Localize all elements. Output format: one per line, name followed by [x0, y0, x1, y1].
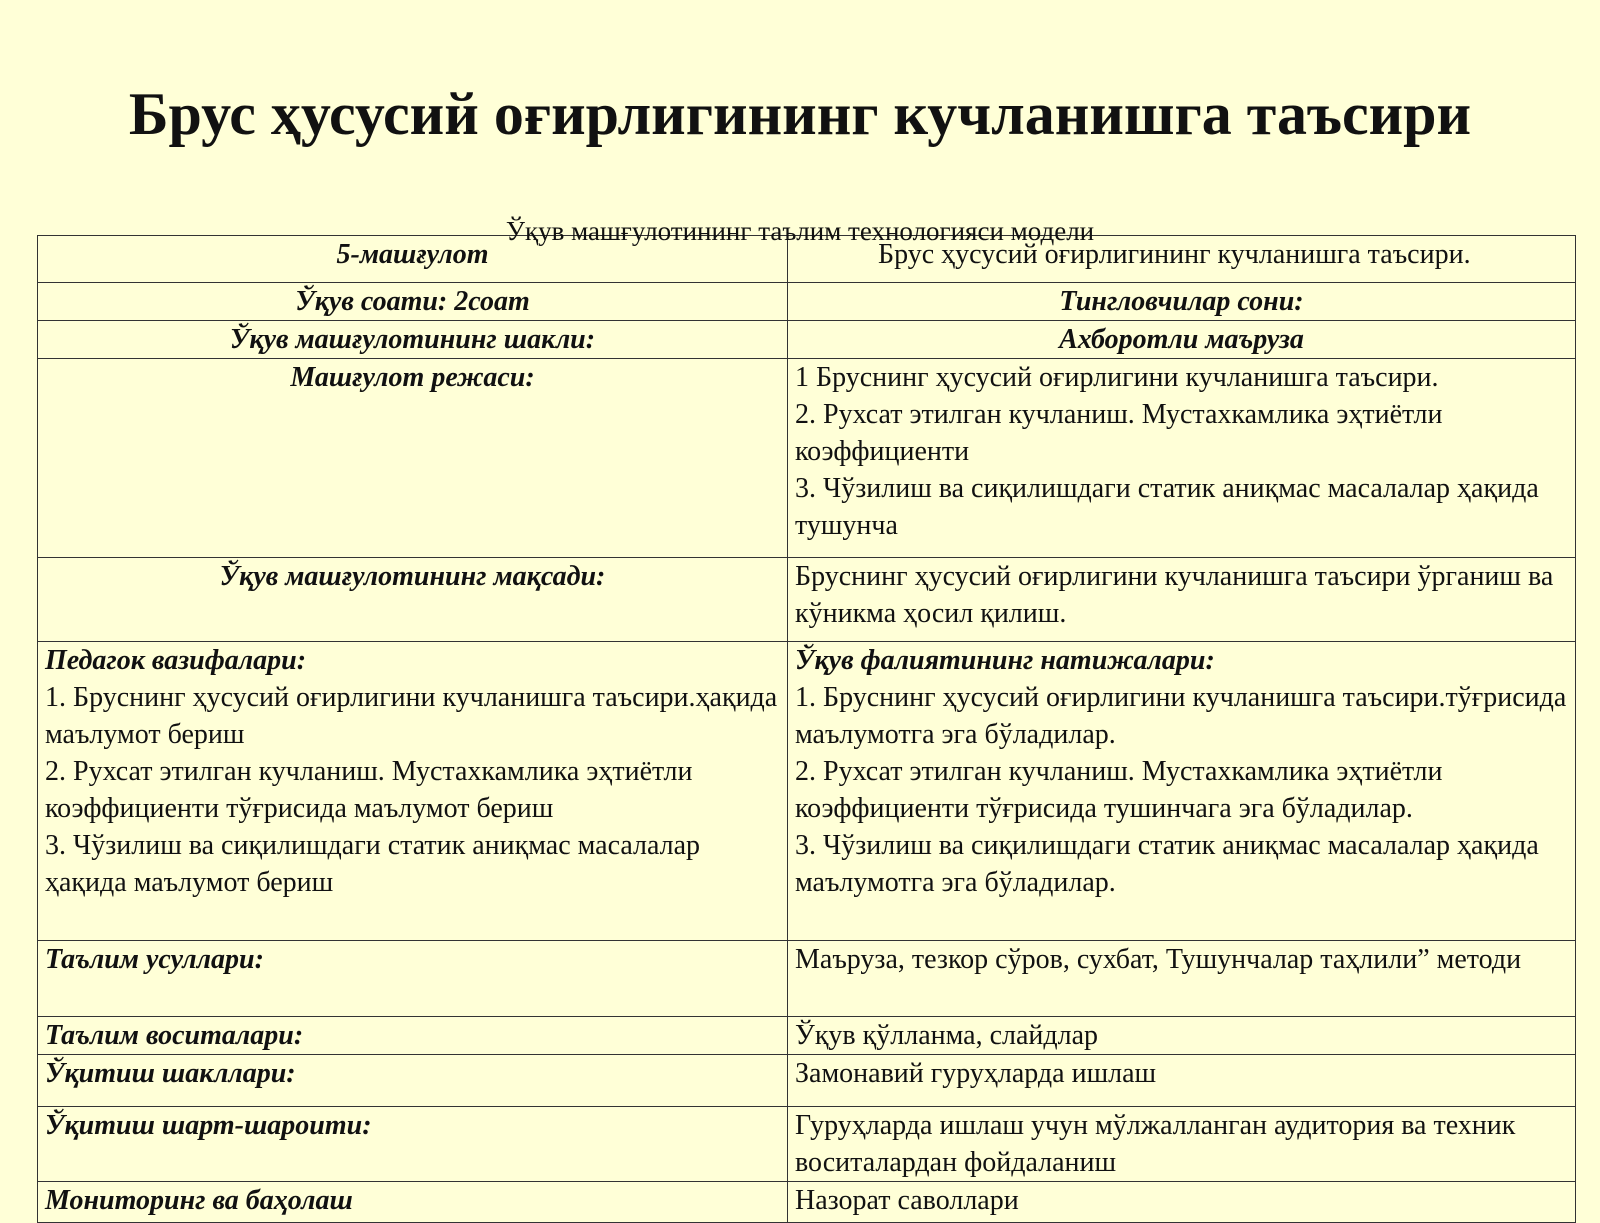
lesson-plan-label: Машғулот режаси:: [38, 359, 788, 558]
monitoring-value: Назорат саволлари: [788, 1182, 1576, 1223]
list-item: 2. Рухсат этилган кучланиш. Мустахкамлика эҳтиётли коэффициенти: [795, 399, 1443, 467]
table-row: [38, 359, 1576, 558]
table-row: [38, 1107, 1576, 1182]
table-row: [38, 642, 1576, 941]
listeners-count-cell: Тингловчилар сони:: [788, 283, 1576, 321]
list-item: 3. Чўзилиш ва сиқилишдаги статик аниқмас масалалар ҳақида тушунча: [795, 473, 1539, 541]
lesson-goal-value: Бруснинг ҳусусий оғирлигини кучланишга таъсири ўрганиш ва кўникма ҳосил қилиш.: [788, 558, 1576, 642]
pedagog-tasks-label: Педагок вазифалари:: [45, 645, 307, 676]
teaching-methods-label: Таълим усуллари:: [38, 941, 788, 1017]
table-row: [38, 1055, 1576, 1107]
table-row: [38, 1182, 1576, 1223]
table-row: [38, 1017, 1576, 1055]
list-item: 3. Чўзилиш ва сиқилишдаги статик аниқмас масалалар ҳақида маълумот бериш: [45, 830, 701, 898]
list-item: 1. Бруснинг ҳусусий оғирлигини кучланишга таъсири.тўғрисида маълумотга эга бўладилар.: [795, 682, 1567, 750]
slide-title: Брус ҳусусий оғирлигининг кучланишга таъсири: [128, 81, 1472, 147]
study-hours-cell: Ўқув соати: 2соат: [38, 283, 788, 321]
lesson-form-label: Ўқув машғулотининг шакли:: [38, 321, 788, 359]
teaching-conditions-value: Гуруҳларда ишлаш учун мўлжалланган аудитория ва техник воситалардан фойдаланиш: [788, 1107, 1576, 1182]
pedagog-tasks-cell: [38, 642, 788, 941]
teaching-tools-label: Таълим воситалари:: [38, 1017, 788, 1055]
teaching-methods-value: Маъруза, тезкор сўров, сухбат, Тушунчалар таҳлили” методи: [788, 941, 1576, 1017]
lesson-plan-table: [37, 235, 1576, 1223]
table-row: [38, 321, 1576, 359]
learning-results-label: Ўқув фалиятининг натижалари:: [795, 645, 1215, 676]
table-caption: Ўқув машғулотининг таълим технологияси модели: [505, 216, 1095, 246]
teaching-tools-value: Ўқув қўлланма, слайдлар: [788, 1017, 1576, 1055]
teaching-conditions-label: Ўқитиш шарт-шароити:: [38, 1107, 788, 1182]
teaching-forms-value: Замонавий гуруҳларда ишлаш: [788, 1055, 1576, 1107]
lesson-goal-label: Ўқув машғулотининг мақсади:: [38, 558, 788, 642]
table-row: [38, 283, 1576, 321]
table-row: [38, 558, 1576, 642]
monitoring-label: Мониторинг ва баҳолаш: [38, 1182, 788, 1223]
teaching-forms-label: Ўқитиш шакллари:: [38, 1055, 788, 1107]
lesson-form-value: Ахборотли маъруза: [788, 321, 1576, 359]
list-item: 2. Рухсат этилган кучланиш. Мустахкамлика эҳтиётли коэффициенти тўғрисида маълумот бериш: [45, 756, 693, 824]
lesson-number-cell: 5-машғулот: [38, 236, 788, 283]
list-item: 1. Бруснинг ҳусусий оғирлигини кучланишга таъсири.ҳақида маълумот бериш: [45, 682, 778, 750]
lesson-plan-items: [788, 359, 1576, 558]
list-item: 3. Чўзилиш ва сиқилишдаги статик аниқмас масалалар ҳақида маълумотга эга бўладилар.: [795, 830, 1539, 898]
lesson-topic-cell: Брус ҳусусий оғирлигининг кучланишга таъсири.: [788, 236, 1576, 283]
list-item: 2. Рухсат этилган кучланиш. Мустахкамлика эҳтиётли коэффициенти тўғрисида тушинчага эга бўладилар.: [795, 756, 1443, 824]
list-item: 1 Бруснинг ҳусусий оғирлигини кучланишга таъсири.: [795, 362, 1439, 393]
learning-results-cell: [788, 642, 1576, 941]
table-row: [38, 941, 1576, 1017]
